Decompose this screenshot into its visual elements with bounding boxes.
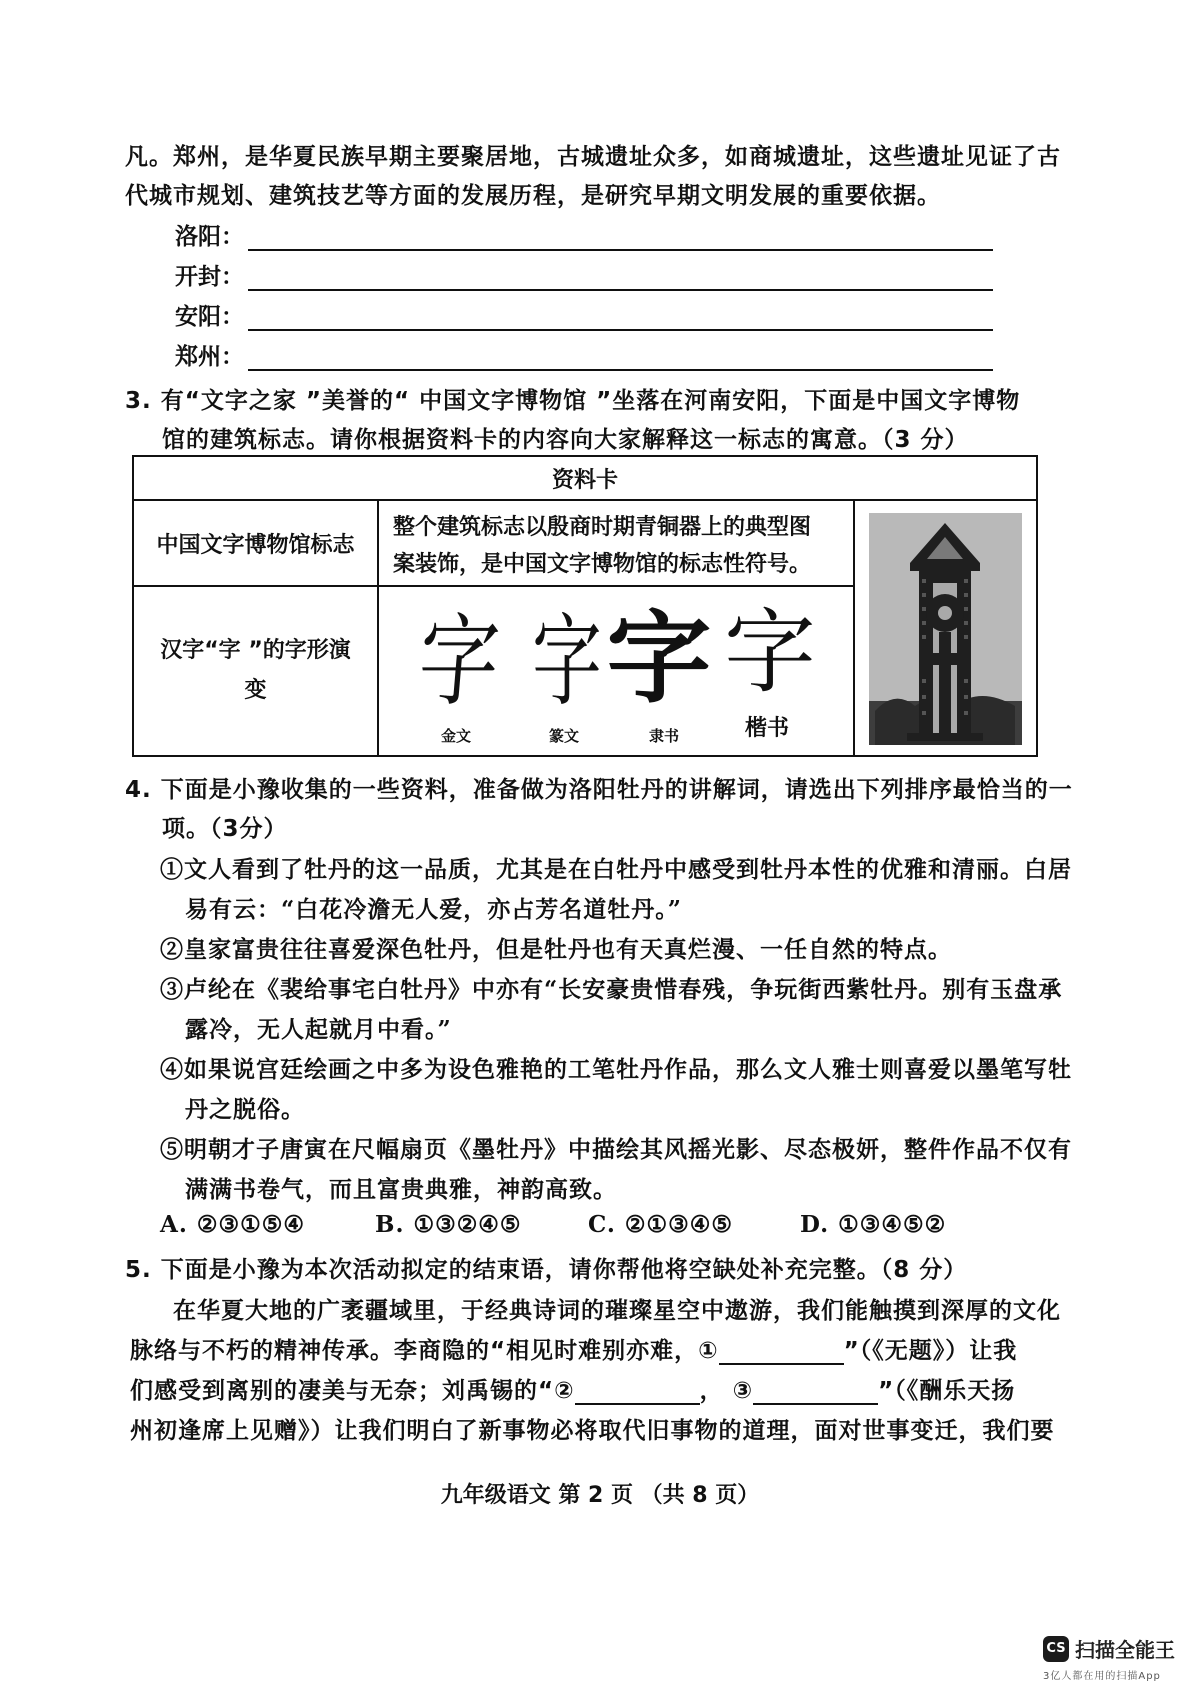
glyph-evolution (378, 586, 854, 755)
blank-row-luoyang (175, 218, 993, 251)
scanner-badge-icon: CS (1043, 1636, 1069, 1662)
answer-line[interactable] (248, 227, 993, 251)
blank-3[interactable] (753, 1383, 878, 1405)
q4-option-c[interactable]: C. ②①③④⑤ (588, 1211, 734, 1238)
q4-item-2: ②皇家富贵往往喜爱深色牡丹，但是牡丹也有天真烂漫、一任自然的特点。 (160, 936, 952, 963)
card-title: 资料卡 (134, 457, 1036, 500)
q3-line-2: 馆的建筑标志。请你根据资料卡的内容向大家解释这一标志的寓意。（3 分） (162, 427, 969, 453)
glyph-label-kaishu: 楷书 (745, 716, 790, 741)
q5-text: 脉络与不朽的精神传承。李商隐的“相见时难别亦难，① (130, 1338, 719, 1364)
scanner-app-name: 扫描全能王 (1075, 1638, 1175, 1662)
card-row2-label (134, 586, 378, 755)
q5-para-line-1: 在华夏大地的广袤疆域里，于经典诗词的璀璨星空中遨游，我们能触摸到深厚的文化 (173, 1298, 1061, 1324)
intro-line-2: 代城市规划、建筑技艺等方面的发展历程，是研究早期文明发展的重要依据。 (125, 182, 941, 209)
museum-logo-photo-cell (854, 500, 1036, 755)
answer-line[interactable] (248, 307, 993, 331)
blank-row-zhengzhou (175, 338, 993, 371)
q4-line-2: 项。（3分） (162, 816, 288, 842)
q5-para-line-4: 州初逢席上见赠》）让我们明白了新事物必将取代旧事物的道理，面对世事变迁，我们要 (130, 1418, 1055, 1444)
q5-text: 们感受到离别的凄美与无奈；刘禹锡的“② (130, 1378, 575, 1404)
glyph-kaishu: 字 (724, 599, 817, 706)
q5-line-1: 5. 下面是小豫为本次活动拟定的结束语，请你帮他将空缺处补充完整。（8 分） (125, 1257, 968, 1283)
card-row1-label: 中国文字博物馆标志 (134, 500, 378, 586)
museum-logo-photo (855, 501, 1035, 754)
card-row1-text-line: 案装饰，是中国文字博物馆的标志性符号。 (393, 552, 812, 577)
page-footer: 九年级语文 第 2 页 （共 8 页） (440, 1483, 760, 1508)
glyph-zhuanwen: 字 (532, 603, 602, 720)
intro-line-1: 凡。郑州，是华夏民族早期主要聚居地，古城遗址众多，如商城遗址，这些遗址见证了古 (125, 143, 1061, 170)
q5-text: ， ③ (699, 1378, 754, 1404)
scanner-tagline: 3亿人都在用的扫描App (1043, 1671, 1161, 1682)
q4-line-1: 4. 下面是小豫收集的一些资料，准备做为洛阳牡丹的讲解词，请选出下列排序最恰当的一 (125, 777, 1073, 803)
blank-row-anyang (175, 298, 993, 331)
q4-item-5-cont: 满满书卷气，而且富贵典雅，神韵高致。 (185, 1176, 617, 1203)
blank-row-kaifeng (175, 258, 993, 291)
q4-option-b[interactable]: B. ①③②④⑤ (375, 1211, 522, 1238)
answer-line[interactable] (248, 347, 993, 371)
scanner-watermark (1043, 1634, 1175, 1682)
q4-item-4-cont: 丹之脱俗。 (185, 1096, 305, 1123)
q5-text: ”（《酬乐天扬 (878, 1378, 1016, 1404)
glyph-label-lishu: 隶书 (649, 727, 680, 745)
card-row2-label-line: 变 (244, 678, 267, 703)
card-row1-text-line: 整个建筑标志以殷商时期青铜器上的典型图 (393, 515, 812, 540)
blank-label: 洛阳： (175, 223, 244, 250)
q3-line-1: 3. 有“文字之家 ”美誉的“ 中国文字博物馆 ”坐落在河南安阳，下面是中国文字博物 (125, 388, 1021, 414)
q4-item-3-cont: 露冷，无人起就月中看。” (185, 1016, 452, 1043)
q4-option-a[interactable]: A. ②③①⑤④ (160, 1211, 305, 1238)
answer-line[interactable] (248, 267, 993, 291)
q4-item-5: ⑤明朝才子唐寅在尺幅扇页《墨牡丹》中描绘其风摇光影、尽态极妍，整件作品不仅有 (160, 1136, 1072, 1163)
glyph-label-jinwen: 金文 (441, 727, 472, 745)
q4-item-4: ④如果说宫廷绘画之中多为设色雅艳的工笔牡丹作品，那么文人雅士则喜爱以墨笔写牡 (160, 1056, 1072, 1083)
q4-item-1: ①文人看到了牡丹的这一品质，尤其是在白牡丹中感受到牡丹本性的优雅和清丽。白居 (160, 856, 1072, 883)
card-row2-label-line: 汉字“字 ”的字形演 (160, 638, 351, 663)
blank-1[interactable] (719, 1343, 844, 1365)
q5-text: ”（《无题》）让我 (843, 1338, 1018, 1364)
data-card-table (132, 455, 1038, 757)
glyph-label-zhuanwen: 篆文 (549, 727, 580, 745)
q4-item-3: ③卢纶在《裴给事宅白牡丹》中亦有“长安豪贵惜春残，争玩街西紫牡丹。别有玉盘承 (160, 976, 1063, 1003)
q5-para-line-3 (130, 1372, 1015, 1405)
q5-para-line-2 (130, 1332, 1017, 1365)
blank-label: 郑州： (175, 343, 244, 370)
q4-option-d[interactable]: D. ①③④⑤② (800, 1211, 947, 1238)
blank-2[interactable] (575, 1383, 700, 1405)
card-row1-text (378, 500, 854, 586)
blank-label: 安阳： (175, 303, 244, 330)
blank-label: 开封： (175, 263, 244, 290)
q4-item-1-cont: 易有云：“白花冷澹无人爱，亦占芳名道牡丹。” (185, 896, 682, 923)
glyph-jinwen: 字 (414, 603, 504, 720)
glyph-lishu: 字 (606, 600, 712, 717)
